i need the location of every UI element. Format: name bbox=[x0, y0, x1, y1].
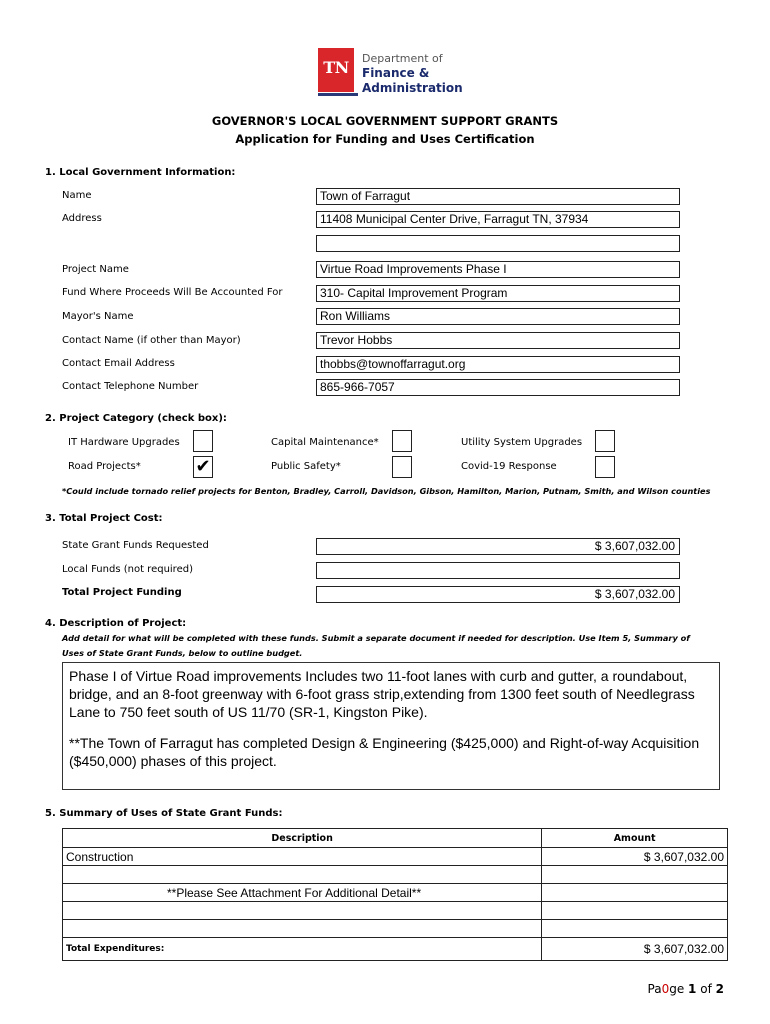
label-state-grant: State Grant Funds Requested bbox=[62, 540, 209, 551]
form-subtitle: Application for Funding and Uses Certification bbox=[235, 132, 535, 146]
logo-line-3: Administration bbox=[362, 81, 463, 95]
label-contact-phone: Contact Telephone Number bbox=[62, 381, 199, 392]
label-mayor: Mayor's Name bbox=[62, 311, 134, 322]
page-word-start: Pa bbox=[647, 982, 662, 996]
page-of: of bbox=[700, 982, 712, 996]
page-number: 1 bbox=[688, 982, 697, 996]
amount-column-header: Amount bbox=[542, 829, 728, 848]
row-description[interactable] bbox=[63, 920, 542, 938]
total-expenditures-label: Total Expenditures: bbox=[63, 938, 542, 961]
contact-phone-field[interactable]: 865-966-7057 bbox=[316, 379, 680, 396]
label-fund: Fund Where Proceeds Will Be Accounted For bbox=[62, 287, 283, 298]
description-paragraph-1: Phase I of Virtue Road improvements Includes two 11-foot lanes with curb and gutter, a roundabout, bridge, and an 8-foot greenway with 6-foot grass strip,extending from 1300 feet south of Needlegrass Lane to 750 feet south of US 11/70 (SR-1, Kingston Pike). bbox=[69, 668, 695, 720]
section-1-heading: 1. Local Government Information: bbox=[45, 167, 236, 178]
table-row bbox=[63, 848, 728, 866]
description-note-line-2: Uses of State Grant Funds, below to outline budget. bbox=[62, 648, 303, 658]
label-road-projects: Road Projects* bbox=[68, 461, 141, 472]
label-public-safety: Public Safety* bbox=[271, 461, 341, 472]
category-footnote: *Could include tornado relief projects for Benton, Bradley, Carroll, Davidson, Gibson, Hamilton, Marion, Putnam, Smith, and Wilson counties bbox=[62, 486, 711, 496]
row-description[interactable]: **Please See Attachment For Additional Detail** bbox=[63, 884, 542, 902]
label-capital-maintenance: Capital Maintenance* bbox=[271, 437, 379, 448]
label-local-funds: Local Funds (not required) bbox=[62, 564, 193, 575]
total-expenditures-amount[interactable]: $ 3,607,032.00 bbox=[542, 938, 728, 961]
tn-logo-text: TN bbox=[323, 58, 349, 77]
address-line-2-field[interactable] bbox=[316, 235, 680, 252]
table-row bbox=[63, 866, 728, 884]
row-amount[interactable]: $ 3,607,032.00 bbox=[542, 848, 728, 866]
fund-field[interactable]: 310- Capital Improvement Program bbox=[316, 285, 680, 302]
description-column-header: Description bbox=[63, 829, 542, 848]
utility-system-checkbox[interactable] bbox=[595, 430, 615, 452]
page-word-end: ge bbox=[669, 982, 685, 996]
section-5-heading: 5. Summary of Uses of State Grant Funds: bbox=[45, 808, 283, 819]
label-contact-name: Contact Name (if other than Mayor) bbox=[62, 335, 241, 346]
label-name: Name bbox=[62, 190, 92, 201]
project-name-field[interactable]: Virtue Road Improvements Phase I bbox=[316, 261, 680, 278]
table-row bbox=[63, 920, 728, 938]
label-contact-email: Contact Email Address bbox=[62, 358, 175, 369]
row-description[interactable] bbox=[63, 902, 542, 920]
label-utility-system: Utility System Upgrades bbox=[461, 437, 583, 448]
contact-name-field[interactable]: Trevor Hobbs bbox=[316, 332, 680, 349]
label-total-funding: Total Project Funding bbox=[62, 587, 182, 598]
logo-line-2: Finance & bbox=[362, 66, 430, 80]
mayor-name-field[interactable]: Ron Williams bbox=[316, 308, 680, 325]
page-indicator bbox=[648, 982, 724, 996]
total-row bbox=[63, 938, 728, 961]
label-covid-response: Covid-19 Response bbox=[461, 461, 557, 472]
table-row bbox=[63, 902, 728, 920]
total-funding-field[interactable]: $ 3,607,032.00 bbox=[316, 586, 680, 603]
page-total: 2 bbox=[715, 982, 724, 996]
label-address: Address bbox=[62, 213, 102, 224]
row-amount[interactable] bbox=[542, 884, 728, 902]
row-description[interactable]: Construction bbox=[63, 848, 542, 866]
covid-response-checkbox[interactable] bbox=[595, 456, 615, 478]
row-amount[interactable] bbox=[542, 902, 728, 920]
section-2-heading: 2. Project Category (check box): bbox=[45, 413, 227, 424]
name-field[interactable]: Town of Farragut bbox=[316, 188, 680, 205]
section-4-heading: 4. Description of Project: bbox=[45, 618, 187, 629]
row-amount[interactable] bbox=[542, 920, 728, 938]
row-description[interactable] bbox=[63, 866, 542, 884]
public-safety-checkbox[interactable] bbox=[392, 456, 412, 478]
local-funds-field[interactable] bbox=[316, 562, 680, 579]
uses-summary-table bbox=[62, 828, 728, 961]
description-paragraph-2: **The Town of Farragut has completed Design & Engineering ($425,000) and Right-of-way Acquisition ($450,000) phases of this project. bbox=[69, 735, 700, 769]
capital-maintenance-checkbox[interactable] bbox=[392, 430, 412, 452]
state-grant-field[interactable]: $ 3,607,032.00 bbox=[316, 538, 680, 555]
logo-line-1: Department of bbox=[362, 52, 443, 65]
contact-email-field[interactable]: thobbs@townoffarragut.org bbox=[316, 356, 680, 373]
it-hardware-checkbox[interactable] bbox=[193, 430, 213, 452]
table-row bbox=[63, 884, 728, 902]
logo-underline bbox=[318, 93, 358, 96]
project-description-textarea[interactable] bbox=[62, 662, 720, 790]
row-amount[interactable] bbox=[542, 866, 728, 884]
page-marker: 0 bbox=[661, 982, 670, 996]
label-it-hardware: IT Hardware Upgrades bbox=[68, 437, 180, 448]
section-3-heading: 3. Total Project Cost: bbox=[45, 513, 163, 524]
form-title: GOVERNOR'S LOCAL GOVERNMENT SUPPORT GRANTS bbox=[211, 114, 559, 128]
address-field[interactable]: 11408 Municipal Center Drive, Farragut TN, 37934 bbox=[316, 211, 680, 228]
label-project-name: Project Name bbox=[62, 264, 129, 275]
road-projects-checkbox[interactable]: ✔ bbox=[193, 456, 213, 478]
description-note-line-1: Add detail for what will be completed with these funds. Submit a separate document if needed for description. Use Item 5, Summary of bbox=[62, 633, 690, 643]
